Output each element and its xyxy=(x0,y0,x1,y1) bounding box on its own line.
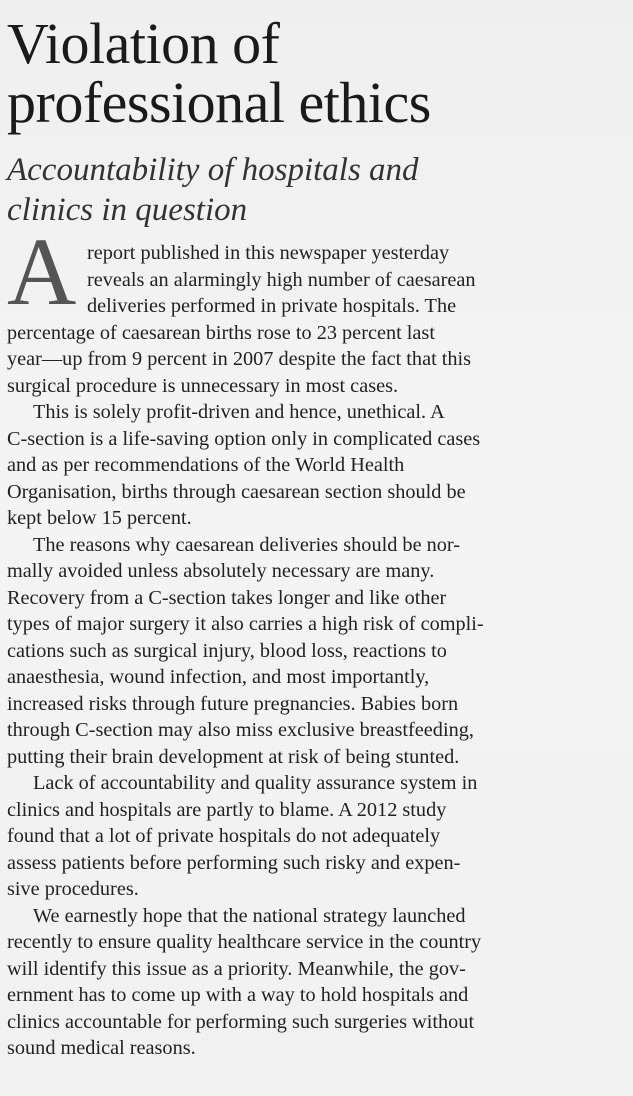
body-line: clinics accountable for performing such surgeries without xyxy=(7,1010,475,1033)
body-line: sound medical reasons. xyxy=(7,1037,196,1059)
body-line: Recovery from a C-section takes longer and like other xyxy=(7,586,447,609)
body-line: C-section is a life-saving option only in complicated cases xyxy=(7,427,481,450)
body-line: through C-section may also miss exclusive breastfeeding, xyxy=(7,719,474,741)
subheadline xyxy=(7,150,627,230)
body-line: assess patients before performing such risky and expen- xyxy=(7,851,461,874)
body-line: mally avoided unless absolutely necessary are many. xyxy=(7,560,435,582)
body-line: report published in this newspaper yesterday xyxy=(87,242,450,264)
body-line: putting their brain development at risk of being stunted. xyxy=(7,745,460,768)
body-line: anaesthesia, wound infection, and most importantly, xyxy=(7,666,430,688)
body-line: clinics and hospitals are partly to blame. A 2012 study xyxy=(7,798,447,821)
subheadline-line-1: Accountability of hospitals and xyxy=(7,152,419,188)
body-line: year—up from 9 percent in 2007 despite the fact that this xyxy=(7,348,472,370)
body-line: surgical procedure is unnecessary in most cases. xyxy=(7,374,399,397)
body-line: percentage of caesarean births rose to 23 percent last xyxy=(7,321,435,344)
subheadline-line-2: clinics in question xyxy=(7,192,248,228)
body-line: will identify this issue as a priority. Meanwhile, the gov- xyxy=(7,957,466,980)
drop-cap: A xyxy=(7,218,77,325)
body-line: The reasons why caesarean deliveries should be nor- xyxy=(33,533,461,556)
article-body xyxy=(7,240,619,1062)
headline xyxy=(7,11,627,135)
body-line: We earnestly hope that the national strategy launched xyxy=(33,904,466,927)
body-line: sive procedures. xyxy=(7,878,139,900)
body-line: recently to ensure quality healthcare service in the country xyxy=(7,931,482,953)
body-line: types of major surgery it also carries a high risk of compli- xyxy=(7,613,484,635)
body-line: Organisation, births through caesarean section should be xyxy=(7,480,466,503)
body-line: cations such as surgical injury, blood loss, reactions to xyxy=(7,639,447,662)
body-line: Lack of accountability and quality assurance system in xyxy=(33,772,478,794)
body-line: found that a lot of private hospitals do not adequately xyxy=(7,825,441,847)
headline-line-1: Violation of xyxy=(7,11,280,76)
body-line: ernment has to come up with a way to hold hospitals and xyxy=(7,984,469,1006)
body-line: This is solely profit-driven and hence, unethical. A xyxy=(33,401,445,423)
body-line: reveals an alarmingly high number of caesarean xyxy=(87,268,476,291)
body-line: deliveries performed in private hospitals. The xyxy=(87,295,457,317)
body-line: and as per recommendations of the World Health xyxy=(7,454,405,476)
body-line: kept below 15 percent. xyxy=(7,507,192,529)
body-line: increased risks through future pregnancies. Babies born xyxy=(7,692,459,715)
headline-line-2: professional ethics xyxy=(7,70,431,135)
cropped-previous-text xyxy=(0,0,633,8)
